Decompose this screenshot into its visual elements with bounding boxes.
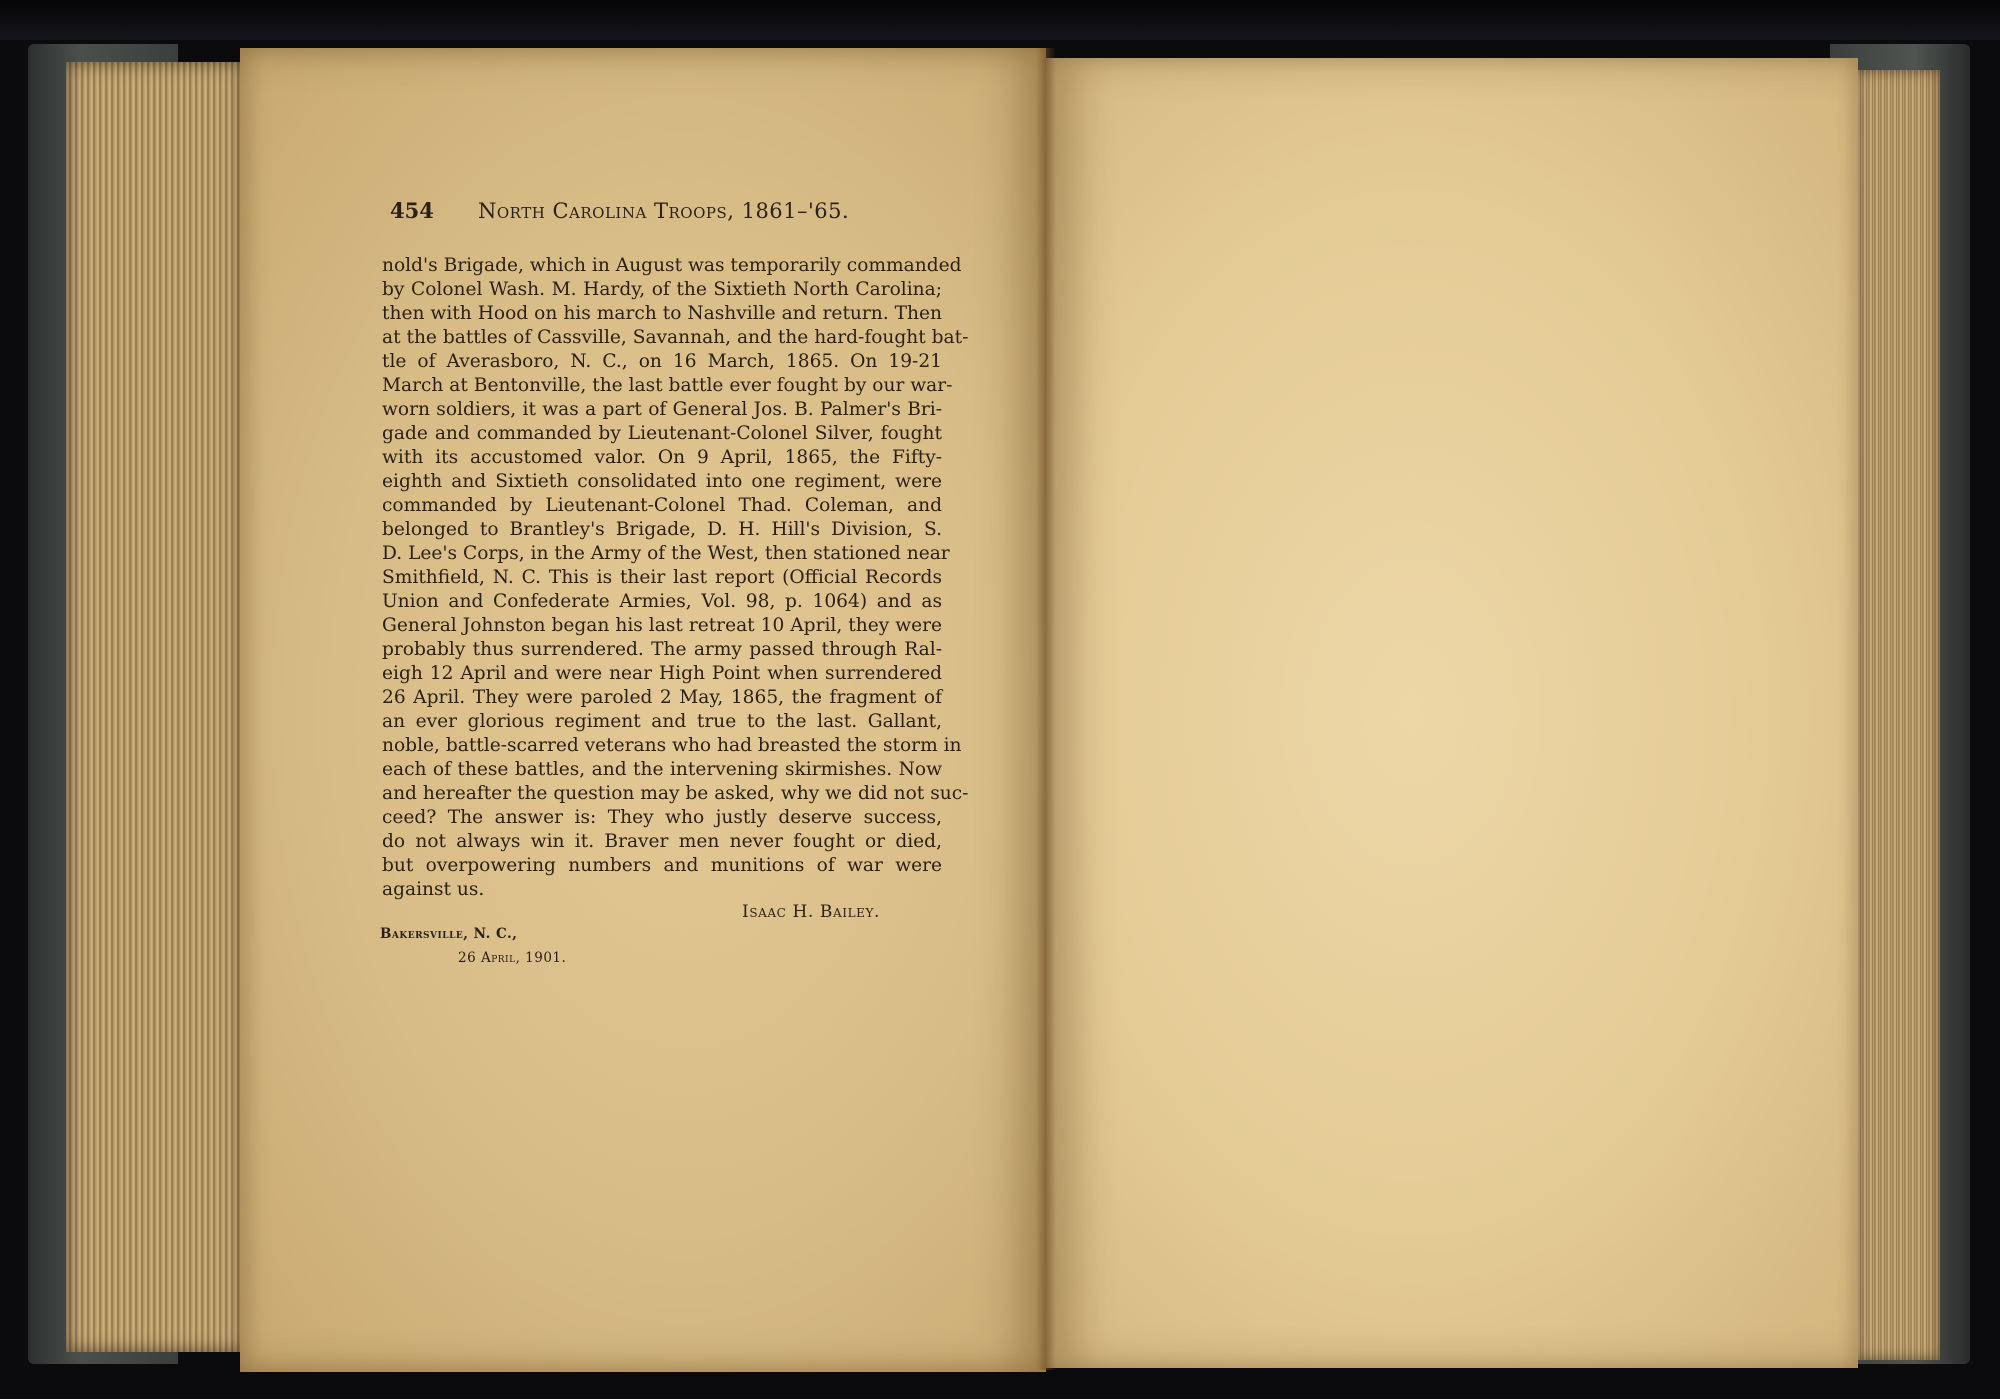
text-line: noble, battle-scarred veterans who had breasted the storm in xyxy=(382,735,962,756)
page-edges-left xyxy=(66,62,244,1352)
page-number: 454 xyxy=(390,198,434,223)
running-head-title: North Carolina Troops, 1861–'65. xyxy=(478,199,850,223)
text-line: ceed? The answer is: They who justly deserve success, xyxy=(382,807,942,828)
dateline-place: Bakersville, N. C., xyxy=(380,926,518,942)
text-line: probably thus surrendered. The army passed through Ral- xyxy=(382,639,942,660)
text-line: with its accustomed valor. On 9 April, 1865, the Fifty- xyxy=(382,447,942,468)
text-line: Smithfield, N. C. This is their last report (Official Records xyxy=(382,567,942,588)
page-edges-right xyxy=(1855,70,1940,1360)
text-line: eighth and Sixtieth consolidated into one regiment, were xyxy=(382,471,942,492)
text-line: and hereafter the question may be asked, why we did not suc- xyxy=(382,783,969,804)
text-line: against us. xyxy=(382,879,485,900)
text-line: tle of Averasboro, N. C., on 16 March, 1865. On 19-21 xyxy=(382,351,942,372)
text-line: Union and Confederate Armies, Vol. 98, p. 1064) and as xyxy=(382,591,942,612)
body-text xyxy=(382,254,969,902)
text-line: then with Hood on his march to Nashville and return. Then xyxy=(382,303,942,324)
signature: Isaac H. Bailey. xyxy=(742,902,881,922)
text-line: worn soldiers, it was a part of General Jos. B. Palmer's Bri- xyxy=(382,399,942,420)
text-line: each of these battles, and the intervening skirmishes. Now xyxy=(382,759,942,780)
text-line: an ever glorious regiment and true to the last. Gallant, xyxy=(382,711,942,732)
text-line: but overpowering numbers and munitions of war were xyxy=(382,855,942,876)
text-line: gade and commanded by Lieutenant-Colonel Silver, fought xyxy=(382,423,942,444)
text-line: belonged to Brantley's Brigade, D. H. Hill's Division, S. xyxy=(382,519,942,540)
right-page-blank xyxy=(1046,58,1858,1368)
text-line: General Johnston began his last retreat 10 April, they were xyxy=(382,615,942,636)
text-line: 26 April. They were paroled 2 May, 1865, the fragment of xyxy=(382,687,942,708)
text-line: commanded by Lieutenant-Colonel Thad. Coleman, and xyxy=(382,495,942,516)
text-line: D. Lee's Corps, in the Army of the West, then stationed near xyxy=(382,543,950,564)
text-line: March at Bentonville, the last battle ever fought by our war- xyxy=(382,375,953,396)
text-line: eigh 12 April and were near High Point when surrendered xyxy=(382,663,942,684)
text-line: at the battles of Cassville, Savannah, and the hard-fought bat- xyxy=(382,327,969,348)
text-line: by Colonel Wash. M. Hardy, of the Sixtieth North Carolina; xyxy=(382,279,942,300)
text-line: nold's Brigade, which in August was temporarily commanded xyxy=(382,255,962,276)
text-line: do not always win it. Braver men never fought or died, xyxy=(382,831,942,852)
book-gutter xyxy=(1036,48,1056,1370)
dateline-date: 26 April, 1901. xyxy=(458,950,567,966)
running-head xyxy=(390,198,950,234)
scan-background xyxy=(0,0,2000,40)
